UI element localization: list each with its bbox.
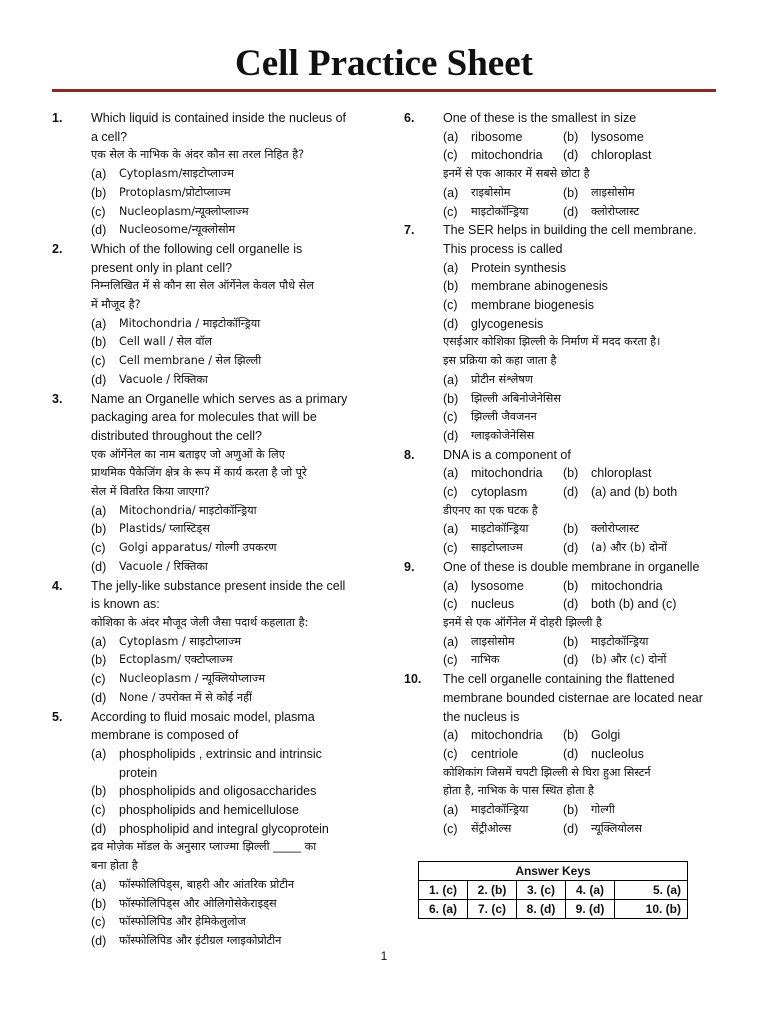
option-letter: (b): [563, 728, 579, 743]
question-number: 4.: [52, 578, 63, 593]
question-text-line: distributed throughout the cell?: [91, 428, 262, 443]
option-item: [91, 352, 364, 371]
option-text: mitochondria: [471, 466, 543, 481]
option-text: Ectoplasm/ एक्टोप्लाज्म: [119, 653, 233, 667]
option-item: [91, 670, 364, 689]
option-letter: (c): [91, 354, 106, 369]
option-letter: (d): [563, 148, 579, 163]
question-text-line: Which liquid is contained inside the nucleus of: [91, 111, 347, 125]
option-item: [563, 520, 720, 539]
option-text: माइटोकॉन्ड्रिया: [471, 204, 529, 218]
answer-row: [419, 881, 688, 900]
option-letter: (a): [443, 578, 459, 593]
question-body: [91, 390, 364, 577]
option-row: [443, 483, 720, 502]
answer-row: [419, 900, 688, 919]
option-letter: (a): [91, 877, 107, 892]
option-item: [563, 483, 720, 502]
option-letter: (c): [443, 653, 458, 668]
option-text: lysosome: [591, 129, 644, 144]
option-item: [91, 876, 364, 895]
option-letter: (d): [443, 428, 459, 443]
option-text: Mitochondria/ माइटोकॉन्ड्रिया: [119, 503, 257, 517]
option-item: [91, 782, 364, 801]
option-letter: (a): [91, 316, 107, 331]
option-item: [563, 539, 720, 558]
option-letter: (c): [91, 541, 106, 556]
option-letter: (b): [563, 129, 579, 144]
option-row: [443, 726, 720, 745]
option-item: [563, 577, 720, 596]
option-item: [443, 146, 563, 165]
option-text: Cell wall / सेल वॉल: [119, 335, 212, 349]
option-item: [443, 539, 563, 558]
option-letter: (d): [91, 933, 107, 948]
option-text: Nucleosome/न्यूक्लोसोम: [119, 223, 236, 237]
option-text: Plastids/ प्लास्टिड्स: [119, 522, 210, 536]
option-text: माइटोकॉन्ड्रिया: [471, 803, 529, 817]
question-text-line: present only in plant cell?: [91, 260, 233, 275]
option-letter: (d): [563, 746, 579, 761]
option-letter: (b): [91, 653, 107, 668]
question-number: 9.: [404, 559, 415, 574]
option-item: [91, 633, 364, 652]
question-text-line: द्रव मोज़ेक मॉडल के अनुसार प्लाज्मा झिल्ली _____ का: [91, 840, 317, 854]
option-letter: (b): [563, 522, 579, 537]
question-text-line: One of these is the smallest in size: [443, 111, 637, 125]
option-text: membrane biogenesis: [471, 298, 594, 313]
question-text-line: डीएनए का एक घटक है: [443, 503, 538, 517]
question-text-line: कोशिकांग जिसमें चपटी झिल्ली से घिरा हुआ सिस्टर्न: [443, 765, 651, 779]
option-item: [443, 371, 720, 390]
option-item: [563, 128, 720, 147]
option-letter: (d): [563, 821, 579, 836]
question-number: 8.: [404, 447, 415, 462]
option-text: chloroplast: [591, 148, 652, 163]
option-item: [91, 913, 364, 932]
question-text-line: DNA is a component of: [443, 447, 571, 462]
option-text: राइबोसोम: [471, 185, 511, 199]
question-item: [404, 221, 720, 445]
question-body: [91, 577, 364, 708]
option-text: लाइसोसोम: [591, 185, 635, 199]
page-title: Cell Practice Sheet: [235, 43, 533, 84]
option-item: [443, 315, 720, 334]
question-body: [443, 221, 720, 445]
option-text: membrane abinogenesis: [471, 279, 608, 294]
option-text: nucleolus: [591, 746, 644, 761]
option-item: [563, 146, 720, 165]
option-letter: (b): [91, 335, 107, 350]
option-item: [443, 128, 563, 147]
option-item: [91, 315, 364, 334]
question-text-line: में मौजूद है?: [91, 298, 141, 312]
question-number: 3.: [52, 391, 63, 406]
option-text: Cell membrane / सेल झिल्ली: [119, 354, 262, 368]
option-letter: (b): [91, 185, 107, 200]
option-letter: (a): [443, 522, 459, 537]
option-text: mitochondria: [471, 728, 543, 743]
option-text: phospholipids , extrinsic and intrinsic: [119, 746, 322, 761]
option-item: [443, 483, 563, 502]
option-item: [443, 577, 563, 596]
option-letter: (c): [443, 410, 458, 425]
option-letter: (a): [443, 728, 459, 743]
option-letter: (c): [91, 915, 106, 930]
question-item: [52, 708, 364, 951]
question-text-line: packaging area for molecules that will be: [91, 410, 317, 425]
option-text: Nucleoplasm / न्यूक्लियोप्लाज्म: [119, 672, 266, 686]
question-text-line: होता है, नाभिक के पास स्थित होता है: [443, 784, 594, 798]
question-text-line: membrane is composed of: [91, 728, 239, 743]
option-letter: (c): [443, 298, 458, 313]
question-text-line: membrane bounded cisternae are located near: [443, 690, 703, 705]
option-item: [563, 651, 720, 670]
option-text: नाभिक: [471, 653, 500, 667]
option-letter: (d): [91, 690, 107, 705]
question-body: [443, 446, 720, 558]
option-item: [563, 184, 720, 203]
option-letter: (c): [91, 672, 106, 687]
option-letter: (d): [91, 821, 107, 836]
option-text: फॉस्फोलिपिड्स, बाहरी और आंतरिक प्रोटीन: [119, 877, 295, 891]
question-text-line: निम्नलिखित में से कौन सा सेल ऑर्गेनेल केवल पौधे सेल: [91, 279, 314, 293]
right-column: [404, 109, 720, 838]
question-text-line: एक ऑर्गेनेल का नाम बताइए जो अणुओं के लिए: [91, 447, 285, 461]
option-item: [443, 633, 563, 652]
answer-cell: 8. (d): [517, 900, 566, 919]
option-letter: (a): [443, 129, 459, 144]
option-text: क्लोरोप्लास्ट: [591, 522, 640, 536]
option-item: [91, 371, 364, 390]
option-text: झिल्ली जैवजनन: [471, 410, 537, 424]
question-text-line: बना होता है: [91, 859, 138, 873]
left-column: [52, 109, 364, 951]
option-letter: (b): [443, 279, 459, 294]
question-text-line: सेल में वितरित किया जाएगा?: [91, 485, 210, 499]
option-row: [443, 203, 720, 222]
question-item: [52, 577, 364, 708]
option-letter: (d): [91, 559, 107, 574]
option-letter: (a): [91, 634, 107, 649]
option-text: both (b) and (c): [591, 597, 677, 612]
option-letter: (d): [443, 316, 459, 331]
page-number: 1: [380, 949, 388, 963]
option-item: [443, 464, 563, 483]
option-text: Vacuole / रिक्तिका: [119, 372, 208, 386]
option-letter: (c): [443, 597, 458, 612]
answer-keys-table: [418, 861, 688, 919]
option-text: Vacuole / रिक्तिका: [119, 559, 208, 573]
option-item: [91, 333, 364, 352]
option-item: [91, 932, 364, 951]
option-letter: (a): [443, 185, 459, 200]
option-item: [91, 558, 364, 577]
question-item: [404, 670, 720, 838]
option-item: [563, 726, 720, 745]
option-row: [443, 577, 720, 596]
option-letter: (b): [443, 391, 459, 406]
option-item: [91, 820, 364, 839]
option-text: फॉस्फोलिपिड्स और ओलिगोसेकेराइड्स: [119, 896, 277, 910]
option-text: प्रोटीन संश्लेषण: [471, 372, 533, 386]
option-row: [443, 520, 720, 539]
option-letter: (c): [443, 541, 458, 556]
option-letter: (b): [91, 896, 107, 911]
option-text: सेंट्रीओल्स: [471, 821, 512, 835]
question-text-line: प्राथमिक पैकेजिंग क्षेत्र के रूप में कार्य करता है जो पूरे: [91, 466, 307, 480]
answer-cell: 2. (b): [468, 881, 517, 900]
option-text: लाइसोसोम: [471, 634, 515, 648]
option-letter: [91, 764, 119, 783]
question-text-line: इस प्रक्रिया को कहा जाता है: [443, 354, 557, 368]
option-letter: (b): [563, 578, 579, 593]
question-body: [91, 708, 364, 951]
option-item: [91, 801, 364, 820]
option-item: [91, 203, 364, 222]
question-item: [52, 390, 364, 577]
question-item: [404, 109, 720, 221]
question-text-line: According to fluid mosaic model, plasma: [91, 709, 315, 724]
option-row: [443, 820, 720, 839]
option-item: [443, 184, 563, 203]
option-text: साइटोप्लाज्म: [471, 541, 523, 555]
option-item: [563, 595, 720, 614]
option-item: [563, 203, 720, 222]
option-text: lysosome: [471, 578, 524, 593]
option-text: glycogenesis: [471, 316, 544, 331]
question-number: 6.: [404, 111, 415, 125]
option-row: [443, 128, 720, 147]
option-letter: (b): [563, 634, 579, 649]
answer-cell: 10. (b): [615, 900, 688, 919]
question-text-line: कोशिका के अंदर मौजूद जेली जैसा पदार्थ कहलाता है:: [91, 615, 309, 629]
option-letter: (b): [563, 803, 579, 818]
question-text-line: This process is called: [443, 241, 563, 256]
option-item: [91, 539, 364, 558]
question-body: [443, 670, 720, 838]
option-item: [563, 820, 720, 839]
option-item: [91, 221, 364, 240]
option-text: फॉस्फोलिपिड और हेमिकेलुलोज: [119, 915, 246, 929]
question-text-line: इनमें से एक ऑर्गेनेल में दोहरी झिल्ली है: [443, 615, 602, 629]
question-text-line: Which of the following cell organelle is: [91, 241, 303, 256]
answer-cell: 1. (c): [419, 881, 468, 900]
option-item: [91, 502, 364, 521]
option-text: centriole: [471, 746, 519, 761]
option-letter: (a): [443, 803, 459, 818]
option-item: [91, 745, 364, 764]
question-body: [443, 109, 720, 221]
option-letter: (c): [91, 204, 106, 219]
option-row: [443, 146, 720, 165]
option-item: [443, 259, 720, 278]
option-text: ribosome: [471, 129, 523, 144]
question-number: 7.: [404, 223, 415, 238]
option-text: mitochondria: [591, 578, 663, 593]
option-row: [443, 651, 720, 670]
question-body: [91, 109, 364, 240]
question-item: [52, 240, 364, 390]
option-item: [443, 726, 563, 745]
option-item: [443, 745, 563, 764]
option-text: Cytoplasm/साइटोप्लाज्म: [119, 167, 234, 181]
option-item: [91, 520, 364, 539]
question-number: 1.: [52, 111, 63, 125]
option-text: ग्लाइकोजेनेसिस: [471, 428, 535, 442]
option-text: phospholipids and oligosaccharides: [119, 784, 317, 799]
option-item: [563, 633, 720, 652]
option-letter: (a): [91, 167, 107, 182]
answer-keys-heading: Answer Keys: [419, 862, 688, 881]
option-item: [91, 184, 364, 203]
option-item: [443, 595, 563, 614]
option-row: [443, 464, 720, 483]
option-row: [443, 801, 720, 820]
question-number: 2.: [52, 241, 63, 256]
question-text-line: is known as:: [91, 597, 160, 612]
title-divider: [52, 89, 716, 92]
answer-cell: 5. (a): [615, 881, 688, 900]
option-letter: (b): [563, 185, 579, 200]
option-letter: (c): [443, 204, 458, 219]
option-letter: (c): [443, 485, 458, 500]
option-letter: (c): [91, 803, 106, 818]
option-letter: (a): [443, 260, 459, 275]
option-text: cytoplasm: [471, 485, 528, 500]
option-text: protein: [119, 765, 158, 780]
option-letter: (a): [91, 746, 107, 761]
question-text-line: One of these is double membrane in organelle: [443, 559, 700, 574]
option-text: phospholipid and integral glycoprotein: [119, 821, 329, 836]
question-text-line: इनमें से एक आकार में सबसे छोटा है: [443, 167, 590, 181]
option-text: nucleus: [471, 597, 515, 612]
option-letter: (c): [443, 746, 458, 761]
question-text-line: The cell organelle containing the flattened: [443, 672, 675, 687]
question-text-line: a cell?: [91, 129, 128, 144]
option-item: [91, 651, 364, 670]
question-item: [52, 109, 364, 240]
option-letter: (a): [443, 466, 459, 481]
option-text: गोल्गी: [591, 803, 615, 817]
option-text: (a) and (b) both: [591, 485, 678, 500]
option-letter: (a): [443, 372, 459, 387]
option-text: न्यूक्लियोलस: [591, 821, 642, 835]
option-text: झिल्ली अबिनोजेनेसिस: [471, 391, 561, 405]
option-item: [443, 651, 563, 670]
option-text: Protein synthesis: [471, 260, 567, 275]
question-number: 10.: [404, 672, 422, 687]
answer-cell: 9. (d): [566, 900, 615, 919]
option-item: [443, 427, 720, 446]
option-item: [443, 277, 720, 296]
option-text: None / उपरोक्त में से कोई नहीं: [119, 690, 252, 704]
option-letter: (b): [91, 784, 107, 799]
option-letter: (b): [563, 466, 579, 481]
option-letter: (d): [563, 485, 579, 500]
option-letter: (d): [563, 541, 579, 556]
option-item: [91, 895, 364, 914]
option-letter: (d): [563, 653, 579, 668]
option-text: Mitochondria / माइटोकॉन्ड्रिया: [119, 316, 261, 330]
question-body: [443, 558, 720, 670]
question-text-line: एसईआर कोशिका झिल्ली के निर्माण में मदद करता है।: [443, 335, 661, 349]
option-item: [563, 464, 720, 483]
option-text: Golgi apparatus/ गोल्गी उपकरण: [119, 541, 277, 555]
option-text: Cytoplasm / साइटोप्लाज्म: [119, 634, 242, 648]
option-item: [91, 764, 364, 783]
option-text: (a) और (b) दोनों: [591, 541, 668, 555]
option-text: माइटोकॉन्ड्रिया: [591, 634, 649, 648]
option-letter: (d): [91, 223, 107, 238]
option-row: [443, 539, 720, 558]
question-text-line: एक सेल के नाभिक के अंदर कौन सा तरल निहित है?: [91, 148, 305, 162]
question-number: 5.: [52, 709, 63, 724]
option-text: Nucleoplasm/न्यूक्लोप्लाज्म: [119, 204, 249, 218]
option-text: mitochondria: [471, 148, 543, 163]
question-item: [404, 558, 720, 670]
option-text: Golgi: [591, 728, 621, 743]
option-item: [563, 801, 720, 820]
option-text: chloroplast: [591, 466, 652, 481]
option-item: [443, 820, 563, 839]
option-row: [443, 633, 720, 652]
option-letter: (c): [443, 821, 458, 836]
option-item: [563, 745, 720, 764]
option-item: [91, 165, 364, 184]
option-letter: (c): [443, 148, 458, 163]
option-text: (b) और (c) दोनों: [591, 653, 667, 667]
option-row: [443, 595, 720, 614]
question-text-line: Name an Organelle which serves as a primary: [91, 391, 348, 406]
answer-cell: 3. (c): [517, 881, 566, 900]
answer-cell: 7. (c): [468, 900, 517, 919]
option-text: phospholipids and hemicellulose: [119, 803, 299, 818]
question-body: [91, 240, 364, 390]
answer-cell: 4. (a): [566, 881, 615, 900]
option-text: फॉस्फोलिपिड और इंटीग्रल ग्लाइकोप्रोटीन: [119, 933, 282, 947]
option-letter: (d): [563, 204, 579, 219]
option-row: [443, 745, 720, 764]
option-text: क्लोरोप्लास्ट: [591, 204, 640, 218]
option-item: [443, 408, 720, 427]
option-text: माइटोकॉन्ड्रिया: [471, 522, 529, 536]
option-letter: (a): [443, 634, 459, 649]
option-letter: (a): [91, 503, 107, 518]
question-text-line: The SER helps in building the cell membrane.: [443, 223, 697, 238]
question-item: [404, 446, 720, 558]
option-item: [443, 203, 563, 222]
option-letter: (d): [91, 372, 107, 387]
option-letter: (b): [91, 522, 107, 537]
option-item: [443, 390, 720, 409]
option-row: [443, 184, 720, 203]
option-item: [443, 801, 563, 820]
option-letter: (d): [563, 597, 579, 612]
question-text-line: the nucleus is: [443, 709, 520, 724]
option-item: [443, 296, 720, 315]
option-item: [91, 689, 364, 708]
option-item: [443, 520, 563, 539]
question-text-line: The jelly-like substance present inside the cell: [91, 578, 346, 593]
option-text: Protoplasm/प्रोटोप्लाज्म: [119, 185, 231, 199]
answer-cell: 6. (a): [419, 900, 468, 919]
